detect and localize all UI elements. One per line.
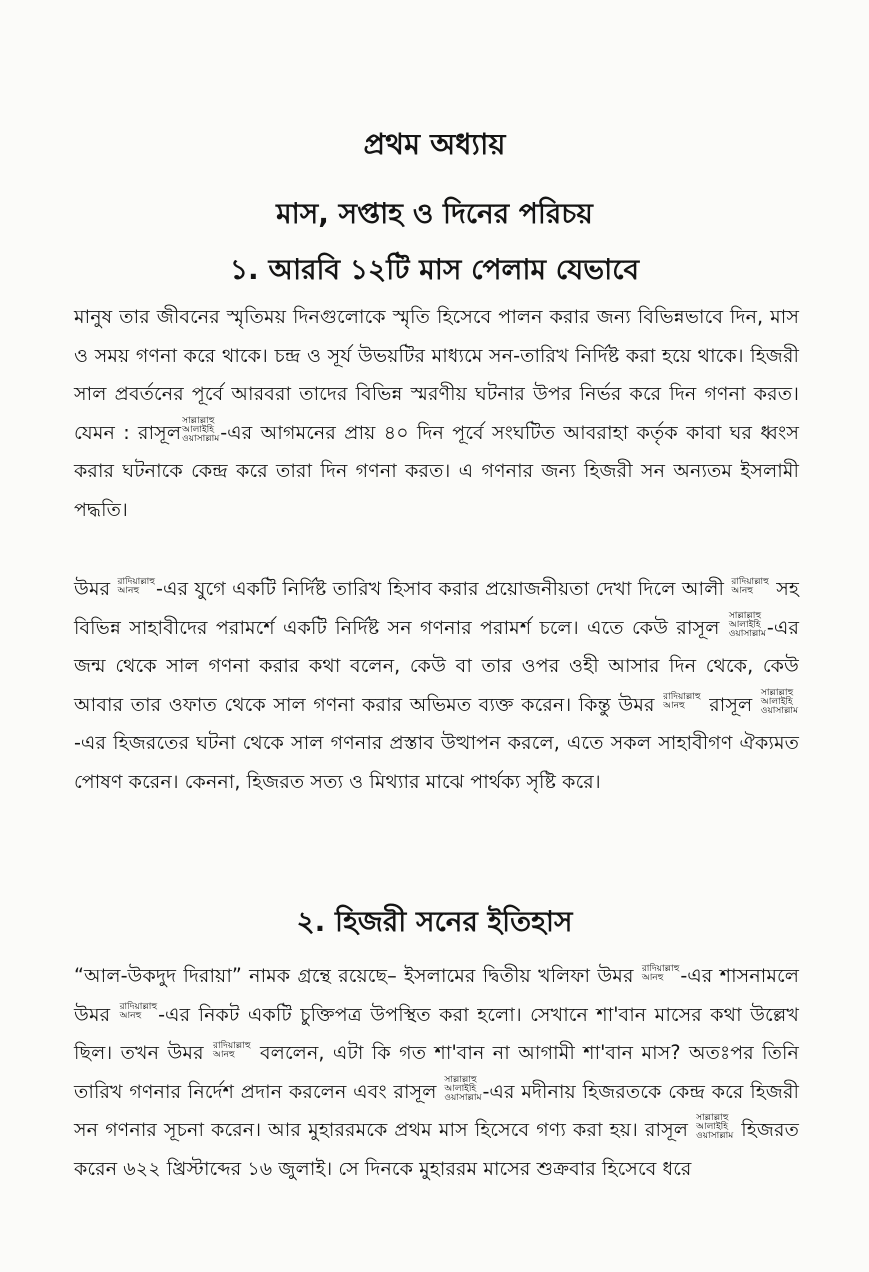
honorific-sallallahu: সাল্লাল্লাহু আলাইহি ওয়াসাল্লাম: [182, 415, 220, 444]
honorific-radiyallahu: রাদিয়াল্লাহু আনহু: [213, 1040, 251, 1060]
heading-hijri-history: ২. হিজরী সনের ইতিহাস: [296, 905, 573, 938]
paragraph-1: মানুষ তার জীবনের স্মৃতিময় দিনগুলোকে স্মৃতি হিসেবে পালন করার জন্য বিভিন্নভাবে দিন, মাস ও সময় গণনা করে থাকে। চন্দ্র ও সূর্য উভয়টির মাধ্যমে সন-তারিখ নির্দিষ্ট করা হয়ে থাকে। হিজরী সাল প্রবর্তনের পূর্বে আরবরা তাদের বিভিন্ন স্মরণীয় ঘটনার উপর নির্ভর করে দিন গণনা করত। যেমন : রাসূল সাল্লাল্লাহু আলাইহি ওয়াসাল্লাম -এর আগমনের প্রায় ৪০ দিন পূর্বে সংঘটিত আবরাহা কর্তৃক কাবা ঘর ধ্বংস করার ঘটনাকে কেন্দ্র করে তারা দিন গণনা করত। এ গণনার জন্য হিজরী সন অন্যতম ইসলামী পদ্ধতি।: [74, 305, 799, 521]
honorific-radiyallahu: রাদিয়াল্লাহু আনহু: [119, 1002, 158, 1021]
honorific-sallallahu: সাল্লাল্লাহু আলাইহি ওয়াসাল্লাম: [444, 1074, 482, 1103]
section-title: মাস, সপ্তাহ ও দিনের পরিচয়: [276, 197, 593, 230]
honorific-sallallahu: সাল্লাল্লাহু আলাইহি ওয়াসাল্লাম: [760, 687, 798, 716]
honorific-radiyallahu: রাদিয়াল্লাহু আনহু: [641, 963, 680, 983]
honorific-radiyallahu: রাদিয়াল্লাহু আনহু: [731, 576, 769, 596]
paragraph-3: “আল-উকদুদ দিরায়া” নামক গ্রন্থে রয়েছে– ইসলামের দ্বিতীয় খলিফা উমর রাদিয়াল্লাহু আনহু -এর শাসনামলে উমর রাদিয়াল্লাহু আনহু -এর নিকট একটি চুক্তিপত্র উপস্থিত করা হলো। সেখানে শা'বান মাসের কথা উল্লেখ ছিল। তখন উমর রাদিয়াল্লাহু আনহু বললেন, এটা কি গত শা'বান না আগামী শা'বান মাস? অতঃপর তিনি তারিখ গণনার নির্দেশ প্রদান করলেন এবং রাসূল সাল্লাল্লাহু আলাইহি ওয়াসাল্লাম -এর মদীনায় হিজরতকে কেন্দ্র করে হিজরী সন গণনার সূচনা করেন। আর মুহাররমকে প্রথম মাস হিসেবে গণ্য করা হয়। রাসূল সাল্লাল্লাহু আলাইহি ওয়াসাল্লাম হিজরত করেন ৬২২ খ্রিস্টাব্দের ১৬ জুলাই। সে দিনকে মুহাররম মাসের শুক্রবার হিসেবে ধরে: [74, 963, 799, 1180]
honorific-radiyallahu: রাদিয়াল্লাহু আনহু: [663, 692, 701, 711]
honorific-sallallahu: সাল্লাল্লাহু আলাইহি ওয়াসাল্লাম: [696, 1113, 734, 1141]
chapter-title: প্রথম অধ্যায়: [363, 127, 506, 161]
paragraph-2: উমর রাদিয়াল্লাহু আনহু -এর যুগে একটি নির্দিষ্ট তারিখ হিসাব করার প্রয়োজনীয়তা দেখা দিলে আলী রাদিয়াল্লাহু আনহু সহ বিভিন্ন সাহাবীদের পরামর্শে একটি নির্দিষ্ট সন গণনার পরামর্শ চলে। এতে কেউ রাসূল সাল্লাল্লাহু আলাইহি ওয়াসাল্লাম -এর জন্ম থেকে সাল গণনা করার কথা বলেন, কেউ বা তার ওপর ওহী আসার দিন থেকে, কেউ আবার তার ওফাত থেকে সাল গণনা করার অভিমত ব্যক্ত করেন। কিন্তু উমর রাদিয়াল্লাহু আনহু রাসূল সাল্লাল্লাহু আলাইহি ওয়াসাল্লাম -এর হিজরতের ঘটনা থেকে সাল গণনার প্রস্তাব উত্থাপন করলে, এতে সকল সাহাবীগণ ঐক্যমত পোষণ করেন। কেননা, হিজরত সত্য ও মিথ্যার মাঝে পার্থক্য সৃষ্টি করে।: [74, 576, 799, 793]
heading-arabic-months: ১. আরবি ১২টি মাস পেলাম যেভাবে: [229, 253, 640, 286]
honorific-radiyallahu: রাদিয়াল্লাহু আনহু: [117, 576, 156, 596]
honorific-sallallahu: সাল্লাল্লাহু আলাইহি ওয়াসাল্লাম: [728, 610, 766, 639]
